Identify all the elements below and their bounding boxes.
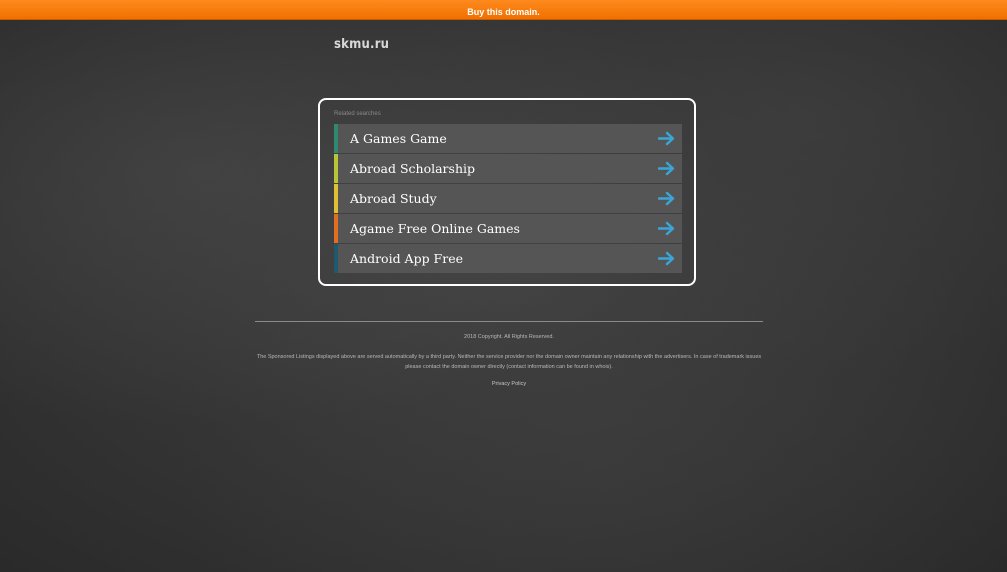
related-link[interactable] — [334, 184, 682, 213]
domain-title: skmu.ru — [334, 37, 390, 52]
disclaimer-text: The Sponsored Listings displayed above are served automatically by a third party. Neither the service provider nor the domain owner maintain any relationship with the advertisers. In case of trademark issues please contact the domain owner directly (contact information can be found in whois). — [256, 354, 762, 370]
related-link-label: Android App Free — [350, 251, 464, 266]
arrow-right-icon — [658, 161, 676, 176]
arrow-right-icon — [658, 251, 676, 266]
related-link-label: A Games Game — [350, 131, 447, 146]
related-link-label: Abroad Study — [350, 191, 437, 206]
arrow-right-icon — [658, 191, 676, 206]
privacy-policy-container — [255, 381, 763, 387]
copyright-text: 2018 Copyright. All Rights Reserved. — [464, 334, 554, 340]
related-link[interactable] — [334, 154, 682, 183]
footer-divider — [255, 321, 763, 322]
arrow-right-icon — [658, 221, 676, 236]
related-links-list — [334, 124, 682, 274]
link-accent-bar — [334, 184, 338, 213]
related-link[interactable] — [334, 244, 682, 273]
link-accent-bar — [334, 154, 338, 183]
link-accent-bar — [334, 244, 338, 273]
link-accent-bar — [334, 124, 338, 153]
related-link[interactable] — [334, 214, 682, 243]
related-link-label: Abroad Scholarship — [350, 161, 475, 176]
related-link-label: Agame Free Online Games — [350, 221, 520, 236]
related-searches-label: Related searches — [334, 111, 381, 117]
buy-domain-link[interactable]: Buy this domain. — [467, 7, 540, 17]
related-link[interactable] — [334, 124, 682, 153]
buy-domain-bar — [0, 0, 1007, 20]
privacy-policy-link[interactable]: Privacy Policy — [491, 381, 527, 387]
arrow-right-icon — [658, 131, 676, 146]
link-accent-bar — [334, 214, 338, 243]
related-searches-box — [318, 98, 696, 286]
